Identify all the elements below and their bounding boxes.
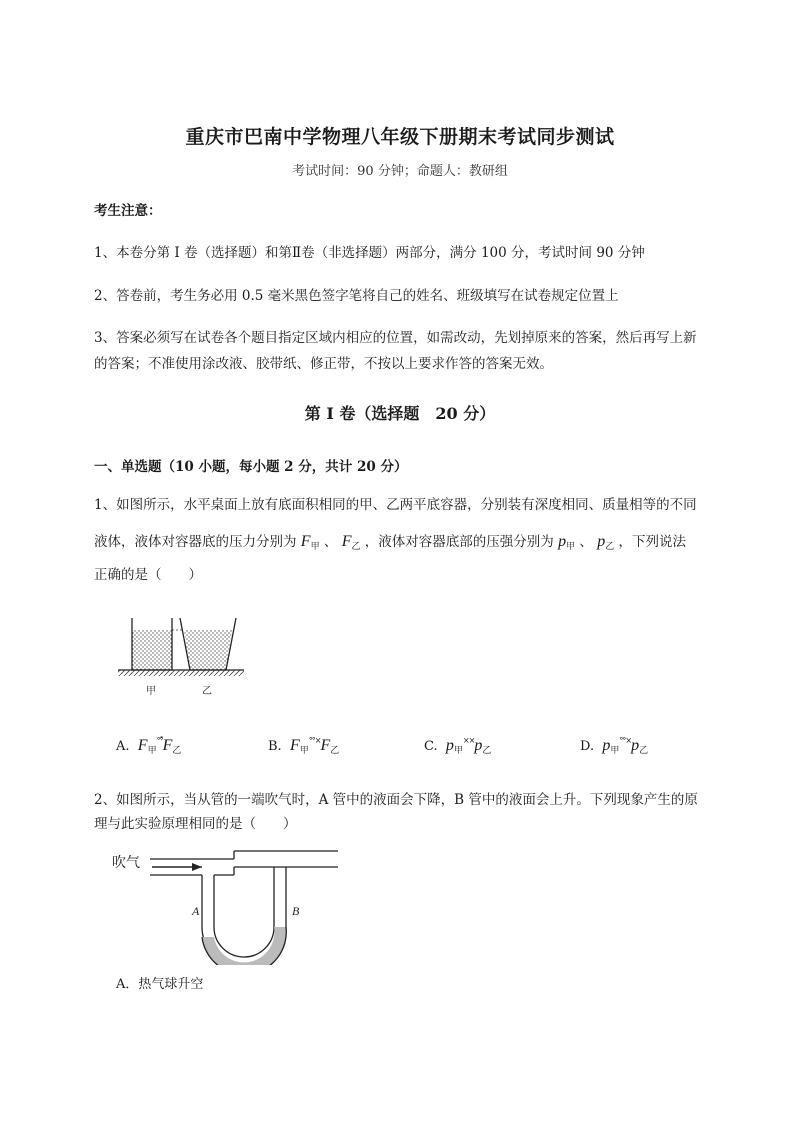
q1-p-symbol: p bbox=[558, 533, 567, 550]
q1-fig-label-jia: 甲 bbox=[146, 686, 156, 697]
option-d-p2: p bbox=[631, 737, 640, 754]
option-b-f1: F bbox=[289, 737, 300, 754]
option-b-sub2: 乙 bbox=[330, 746, 340, 756]
q1-option-c[interactable] bbox=[424, 736, 491, 756]
option-a-sub2: 乙 bbox=[172, 746, 182, 756]
q2-line1: 2、如图所示，当从管的一端吹气时，A 管中的液面会下降，B 管中的液面会上升。下列现象产生的原 bbox=[94, 792, 698, 808]
q1-line2-text-b: ，液体对容器底部的压强分别为 bbox=[364, 534, 554, 550]
q1-p-symbol-2: p bbox=[597, 533, 606, 550]
notice-heading: 考生注意： bbox=[94, 203, 162, 219]
q2-line2: 理与此实验原理相同的是（ ） bbox=[94, 816, 297, 832]
option-a-sub1: 甲 bbox=[147, 746, 157, 756]
q1-line1: 1、如图所示，水平桌面上放有底面积相同的甲、乙两平底容器，分别装有深度相同、质量相等的不同 bbox=[94, 497, 697, 513]
option-a-letter: A. bbox=[116, 739, 130, 754]
option-b-relation-symbol: °°× bbox=[308, 736, 321, 745]
option-c-p2: p bbox=[474, 737, 483, 754]
q1-line3: 正确的是（ ） bbox=[94, 567, 202, 583]
option-c-sub1: 甲 bbox=[453, 746, 463, 756]
option-d-sub1: 甲 bbox=[610, 746, 620, 756]
q2-fig-blow-label: 吹气 bbox=[112, 855, 140, 871]
q1-line2-text-c: ，下列说法 bbox=[618, 534, 686, 550]
q1-sep: 、 bbox=[323, 534, 338, 550]
notice-item-1: 1、本卷分第 I 卷（选择题）和第Ⅱ卷（非选择题）两部分，满分 100 分，考试时间 90 分钟 bbox=[94, 245, 645, 261]
part-heading: 一、单选题（10 小题，每小题 2 分，共计 20 分） bbox=[94, 459, 408, 475]
option-d-sub2: 乙 bbox=[639, 746, 649, 756]
option-b-f2: F bbox=[320, 737, 331, 754]
notice-item-3-line2: 的答案；不准使用涂改液、胶带纸、修正带，不按以上要求作答的答案无效。 bbox=[94, 356, 553, 372]
q1-f-symbol-2: F bbox=[341, 533, 352, 550]
notice-item-3-line1: 3、答案必须写在试卷各个题目指定区域内相应的位置，如需改动，先划掉原来的答案，然后再写上新 bbox=[94, 330, 697, 346]
q1-p-sub-jia: 甲 bbox=[566, 542, 576, 552]
page-title: 重庆市巴南中学物理八年级下册期末考试同步测试 bbox=[185, 126, 615, 148]
q2-fig-label-a: A bbox=[192, 904, 200, 918]
option-c-p1: p bbox=[445, 737, 454, 754]
q1-f-sub-jia: 甲 bbox=[310, 542, 320, 552]
option-c-letter: C. bbox=[424, 739, 438, 754]
option-d-p1: p bbox=[602, 737, 611, 754]
option-d-relation-symbol: °°× bbox=[619, 736, 632, 745]
option-b-letter: B. bbox=[268, 739, 282, 754]
notice-item-2: 2、答卷前，考生务必用 0.5 毫米黑色签字笔将自己的姓名、班级填写在试卷规定位置上 bbox=[94, 288, 619, 304]
q2-option-a[interactable]: A．热气球升空 bbox=[116, 977, 204, 992]
q1-option-d[interactable] bbox=[580, 736, 648, 756]
q1-f-sub-yi: 乙 bbox=[351, 542, 361, 552]
option-d-letter: D. bbox=[580, 739, 595, 754]
section-title: 第 I 卷（选择题 20 分） bbox=[304, 404, 496, 423]
q1-fig-label-yi: 乙 bbox=[202, 686, 212, 697]
q2-u-tube-figure bbox=[110, 845, 350, 965]
option-a-f1: F bbox=[137, 737, 148, 754]
q1-f-symbol: F bbox=[300, 533, 311, 550]
q1-sep-2: 、 bbox=[579, 534, 593, 550]
exam-info: 考试时间：90 分钟；命题人：教研组 bbox=[292, 164, 508, 179]
option-c-relation-symbol: ×× bbox=[462, 736, 475, 745]
option-a-relation-symbol: °°̊ bbox=[156, 736, 163, 745]
q1-p-sub-yi: 乙 bbox=[605, 542, 615, 552]
q1-option-a[interactable] bbox=[116, 736, 181, 756]
option-a-f2: F bbox=[162, 737, 173, 754]
q1-line2 bbox=[94, 527, 734, 562]
q1-line2-text-a: 液体，液体对容器底的压力分别为 bbox=[94, 534, 297, 550]
q2-fig-label-b: B bbox=[292, 904, 300, 918]
q1-option-b[interactable] bbox=[268, 736, 339, 756]
option-b-sub1: 甲 bbox=[299, 746, 309, 756]
q1-containers-figure bbox=[110, 610, 250, 700]
option-c-sub2: 乙 bbox=[482, 746, 492, 756]
